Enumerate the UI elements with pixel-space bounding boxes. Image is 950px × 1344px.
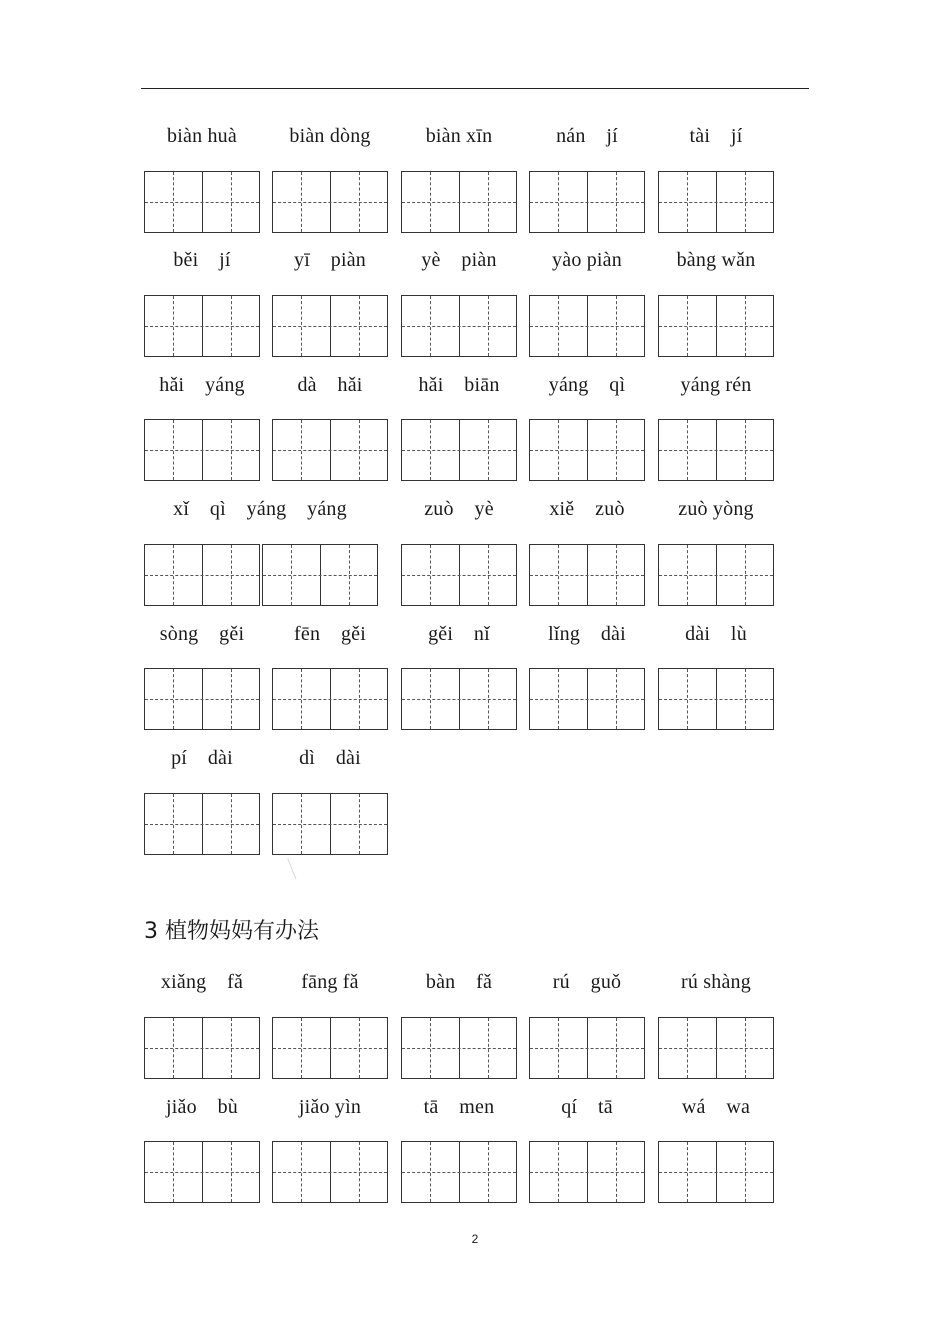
writing-grid bbox=[272, 668, 388, 730]
writing-grid bbox=[272, 171, 388, 233]
pinyin-label: nán jí bbox=[556, 125, 618, 147]
writing-grid bbox=[401, 544, 517, 606]
writing-grid bbox=[272, 419, 388, 481]
pinyin-label: běi jí bbox=[173, 249, 231, 271]
writing-grid bbox=[658, 544, 774, 606]
pinyin-label: biàn dòng bbox=[289, 125, 371, 147]
pinyin-label: xiě zuò bbox=[549, 498, 625, 520]
writing-grid bbox=[658, 668, 774, 730]
writing-grid bbox=[658, 295, 774, 357]
writing-grid bbox=[262, 544, 378, 606]
writing-grid bbox=[144, 171, 260, 233]
writing-grid bbox=[529, 544, 645, 606]
writing-grid bbox=[401, 171, 517, 233]
writing-grid bbox=[272, 793, 388, 855]
writing-grid bbox=[529, 171, 645, 233]
writing-grid bbox=[144, 295, 260, 357]
writing-grid bbox=[658, 419, 774, 481]
pinyin-label: yī piàn bbox=[294, 249, 366, 271]
writing-grid bbox=[529, 295, 645, 357]
page-number: 2 bbox=[471, 1232, 479, 1246]
pinyin-label: bàng wǎn bbox=[676, 249, 756, 271]
writing-grid bbox=[144, 1141, 260, 1203]
pinyin-label: dì dài bbox=[299, 747, 361, 769]
writing-grid bbox=[529, 419, 645, 481]
writing-grid bbox=[272, 1017, 388, 1079]
pinyin-label: hǎi biān bbox=[418, 374, 500, 396]
pinyin-label: biàn xīn bbox=[425, 125, 493, 147]
pinyin-label: sòng gěi bbox=[159, 623, 245, 645]
pinyin-label: xǐ qì yáng yáng bbox=[173, 498, 347, 520]
writing-grid bbox=[144, 1017, 260, 1079]
pinyin-label: tā men bbox=[423, 1096, 495, 1118]
writing-grid bbox=[144, 793, 260, 855]
pinyin-label: rú shàng bbox=[681, 971, 751, 993]
writing-grid bbox=[529, 1017, 645, 1079]
writing-grid bbox=[401, 1017, 517, 1079]
writing-grid bbox=[401, 419, 517, 481]
scan-mark bbox=[287, 855, 305, 880]
section-title: 3 植物妈妈有办法 bbox=[144, 919, 319, 944]
pinyin-label: hǎi yáng bbox=[159, 374, 245, 396]
writing-grid bbox=[658, 1017, 774, 1079]
writing-grid bbox=[529, 668, 645, 730]
writing-grid bbox=[529, 1141, 645, 1203]
pinyin-label: biàn huà bbox=[167, 125, 237, 147]
pinyin-label: rú guǒ bbox=[552, 971, 622, 993]
writing-grid bbox=[658, 1141, 774, 1203]
pinyin-label: gěi nǐ bbox=[428, 623, 490, 645]
pinyin-label: yáng rén bbox=[680, 374, 752, 396]
pinyin-label: jiǎo bù bbox=[166, 1096, 238, 1118]
pinyin-label: wá wa bbox=[681, 1096, 751, 1118]
pinyin-label: fāng fǎ bbox=[301, 971, 359, 993]
pinyin-label: bàn fǎ bbox=[425, 971, 493, 993]
pinyin-label: dà hǎi bbox=[297, 374, 363, 396]
pinyin-label: qí tā bbox=[561, 1096, 613, 1118]
pinyin-label: pí dài bbox=[171, 747, 233, 769]
writing-grid bbox=[272, 1141, 388, 1203]
writing-grid bbox=[401, 668, 517, 730]
writing-grid bbox=[401, 295, 517, 357]
pinyin-label: yè piàn bbox=[421, 249, 497, 271]
pinyin-label: lǐng dài bbox=[548, 623, 626, 645]
pinyin-label: jiǎo yìn bbox=[298, 1096, 362, 1118]
pinyin-label: zuò yè bbox=[424, 498, 494, 520]
writing-grid bbox=[658, 171, 774, 233]
writing-grid bbox=[272, 295, 388, 357]
pinyin-label: yáng qì bbox=[548, 374, 626, 396]
pinyin-label: fēn gěi bbox=[294, 623, 366, 645]
pinyin-label: zuò yòng bbox=[678, 498, 754, 520]
writing-grid bbox=[144, 544, 260, 606]
pinyin-label: tài jí bbox=[689, 125, 743, 147]
pinyin-label: xiǎng fǎ bbox=[160, 971, 244, 993]
writing-grid bbox=[144, 668, 260, 730]
header-rule bbox=[141, 88, 809, 89]
pinyin-label: dài lù bbox=[685, 623, 747, 645]
writing-grid bbox=[401, 1141, 517, 1203]
pinyin-label: yào piàn bbox=[552, 249, 622, 271]
writing-grid bbox=[144, 419, 260, 481]
